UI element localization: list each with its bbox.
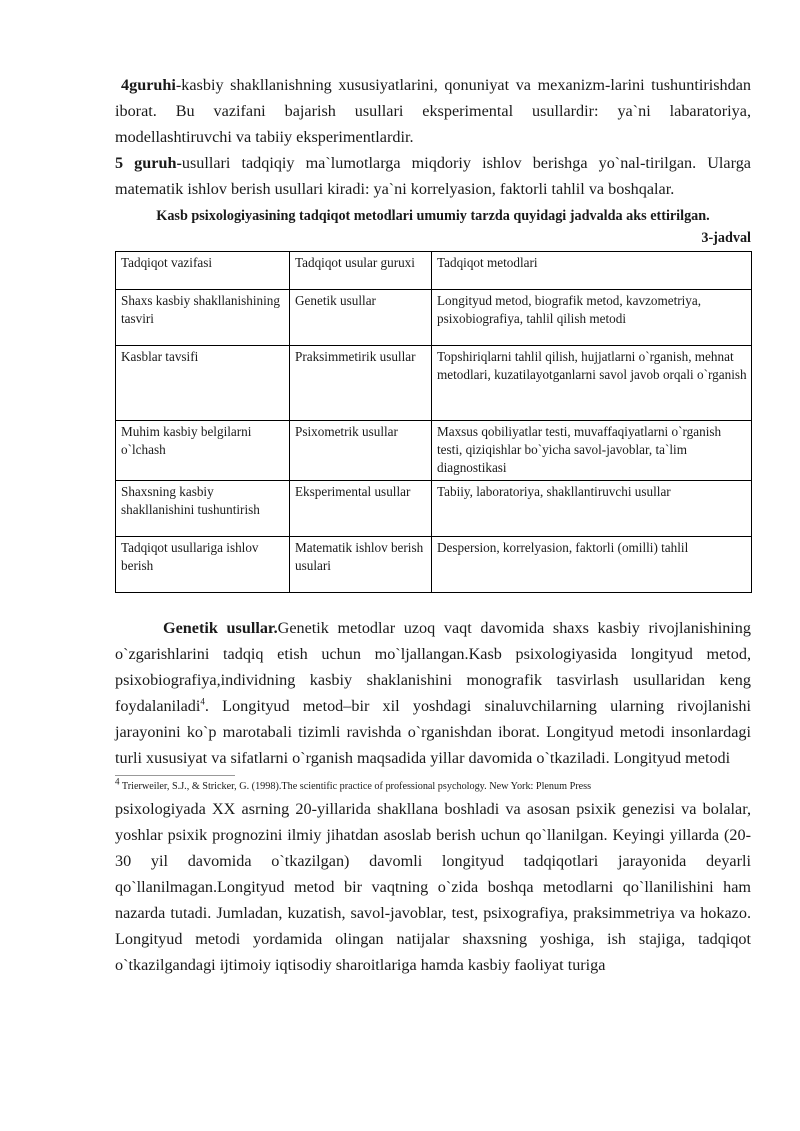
group-5-text: usullari tadqiqiy ma`lumotlarga miqdoriy ishlov berishga yo`nal-tirilgan. Ularga matematik ishlov berish usullari kiradi: ya`ni korrelyasion, faktorli tahlil va boshqalar. — [115, 154, 751, 198]
table-cell: Muhim kasbiy belgilarni o`lchash — [116, 421, 290, 481]
methods-table — [115, 251, 752, 593]
table-row — [116, 421, 752, 481]
footnote-text: Trierweiler, S.J., & Stricker, G. (1998).The scientific practice of professional psychology. New York: Plenum Press — [119, 781, 592, 792]
group-4-label: 4guruhi — [121, 76, 176, 94]
table-cell: Maxsus qobiliyatlar testi, muvaffaqiyatlarni o`rganish testi, qiziqishlar bo`yicha savol-javoblar, ta`lim diagnostikasi — [432, 421, 752, 481]
table-cell: Matematik ishlov berish usulari — [290, 537, 432, 593]
section-heading-genetic: Genetik usullar. — [163, 619, 278, 637]
table-cell: Psixometrik usullar — [290, 421, 432, 481]
header-cell-methods: Tadqiqot metodlari — [432, 252, 752, 290]
table-cell: Kasblar tavsifi — [116, 346, 290, 421]
table-cell: Genetik usullar — [290, 290, 432, 346]
footnote — [115, 776, 751, 794]
table-cell: Eksperimental usullar — [290, 481, 432, 537]
paragraph-longitudinal: psixologiyada XX asrning 20-yillarida shakllana boshladi va asosan psixik genezisi va bolalar, yoshlar psixik prognozini ilmiy jihatdan asoslab berish uchun qo`llanilgan. Keyingi yillarda (20-30 yil davomida o`tkazilgan) davomli longityud tadqiqotlari jarayonida deyarli qo`llanilmagan.Longityud metod bir vaqtning o`zida boshqa metodlarni qo`llanilishini ham nazarda tutadi. Jumladan, kuzatish, savol-javoblar, test, psixografiya, praksimmetriya va hokazo. Longityud metodi yordamida olingan natijalar shaxsning yoshiga, ish stajiga, tadqiqot o`tkazilgandagi ijtimoiy iqtisodiy sharoitlariga hamda kasbiy faoliyat turiga — [115, 800, 751, 974]
footnote-reference: 4 — [200, 696, 205, 707]
table-cell: Longityud metod, biografik metod, kavzometriya, psixobiografiya, tahlil qilish metodi — [432, 290, 752, 346]
paragraph-group-4 — [115, 72, 751, 150]
table-number: 3-jadval — [701, 230, 751, 246]
table-cell: Despersion, korrelyasion, faktorli (omilli) tahlil — [432, 537, 752, 593]
table-row — [116, 481, 752, 537]
group-5-label: 5 guruh- — [115, 154, 182, 172]
table-cell: Shaxs kasbiy shakllanishining tasviri — [116, 290, 290, 346]
table-row — [116, 537, 752, 593]
header-cell-group: Tadqiqot usular guruxi — [290, 252, 432, 290]
table-row — [116, 290, 752, 346]
table-cell: Shaxsning kasbiy shakllanishini tushuntirish — [116, 481, 290, 537]
paragraph-group-5 — [115, 150, 751, 202]
table-caption: Kasb psixologiyasining tadqiqot metodlari umumiy tarzda quyidagi jadvalda aks ettirilgan. — [156, 208, 710, 224]
paragraph-genetic-methods — [115, 615, 751, 771]
table-cell: Praksimmetirik usullar — [290, 346, 432, 421]
table-cell: Tabiiy, laboratoriya, shakllantiruvchi usullar — [432, 481, 752, 537]
footnote-separator — [115, 775, 235, 776]
genetic-text: Genetik metodlar uzoq vaqt davomida shaxs kasbiy rivojlanishining o`zgarishlarini tadqiq etish uchun mo`ljallangan.Kasb psixologiyasida longityud metod, psixobiografiya,individning kasbiy shaklanishini monografik tasvirlash usullaridan keng foydalaniladi — [115, 619, 751, 715]
group-4-text: -kasbiy shakllanishning xususiyatlarini, qonuniyat va mexanizm-larini tushuntirishdan iborat. Bu vazifani bajarish usullari eksperimental usullardir: ya`ni labaratoriya, modellashtiruvchi va tabiiy eksperimentlardir. — [115, 76, 751, 146]
footnote-mark: 4 — [115, 776, 120, 787]
genetic-text-tail: . Longityud metod–bir xil yoshdagi sinaluvchilarning ularning rivojlanishi jarayonini ko`p marotabali tizimli ravishda o`rganishdan iborat. Longityud metodi insonlardagi turli xususiyat va sifatlarni o`rganish maqsadida yillar davomida o`tkaziladi. Longityud metodi — [115, 697, 751, 767]
table-cell: Topshiriqlarni tahlil qilish, hujjatlarni o`rganish, mehnat metodlari, kuzatilayotganlarni savol javob orqali o`rganish — [432, 346, 752, 421]
header-cell-task: Tadqiqot vazifasi — [116, 252, 290, 290]
table-cell: Tadqiqot usullariga ishlov berish — [116, 537, 290, 593]
table-row — [116, 346, 752, 421]
table-header-row — [116, 252, 752, 290]
document-page — [115, 72, 751, 978]
